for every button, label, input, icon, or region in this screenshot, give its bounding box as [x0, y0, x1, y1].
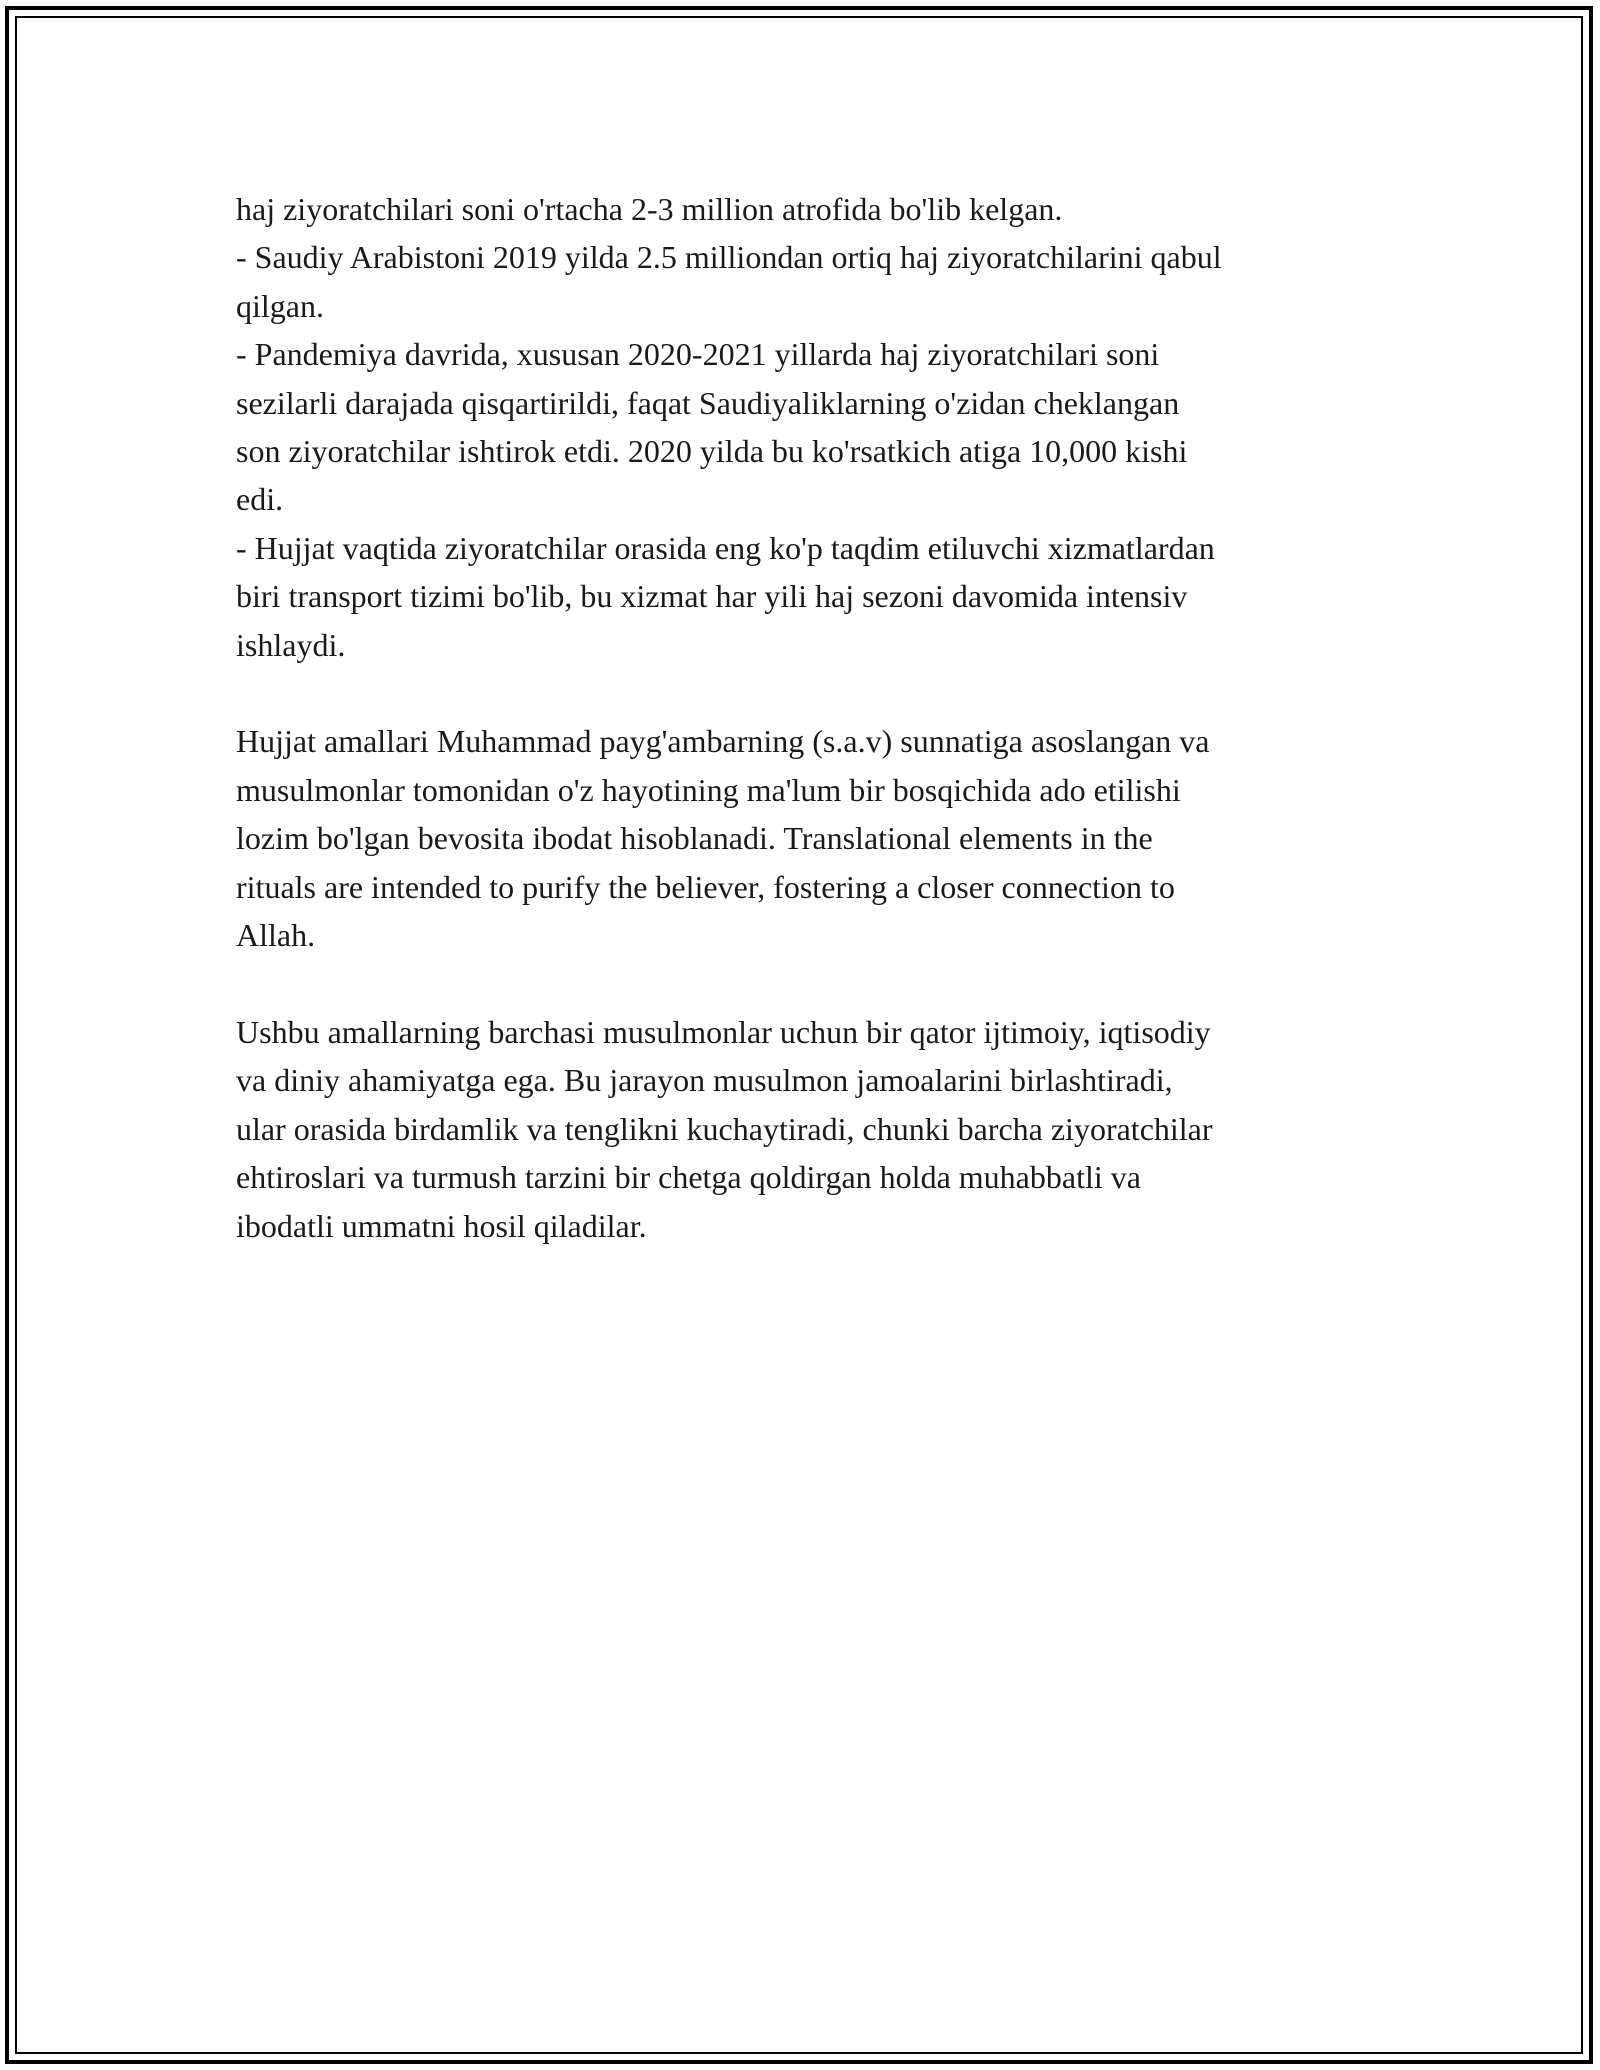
text-line: rituals are intended to purify the believer, fostering a closer connection to	[236, 868, 1175, 905]
text-line: biri transport tizimi bo'lib, bu xizmat har yili haj sezoni davomida intensiv	[236, 578, 1188, 615]
text-line: qilgan.	[236, 287, 324, 324]
text-line: edi.	[236, 481, 284, 518]
text-line: - Pandemiya davrida, xususan 2020-2021 yillarda haj ziyoratchilari soni	[236, 336, 1160, 373]
text-line: - Saudiy Arabistoni 2019 yilda 2.5 milliondan ortiq haj ziyoratchilarini qabul	[236, 239, 1222, 276]
document-body	[236, 185, 1386, 1250]
paragraph-statistics	[236, 185, 1386, 669]
text-line: ehtiroslari va turmush tarzini bir chetga qoldirgan holda muhabbatli va	[236, 1159, 1141, 1196]
text-line: - Hujjat vaqtida ziyoratchilar orasida eng ko'p taqdim etiluvchi xizmatlardan	[236, 529, 1215, 566]
text-line: Hujjat amallari Muhammad payg'ambarning (s.a.v) sunnatiga asoslangan va	[236, 723, 1210, 760]
paragraph-significance	[236, 1008, 1386, 1250]
text-line: son ziyoratchilar ishtirok etdi. 2020 yilda bu ko'rsatkich atiga 10,000 kishi	[236, 433, 1188, 470]
paragraph-rituals	[236, 717, 1386, 959]
text-line: sezilarli darajada qisqartirildi, faqat Saudiyaliklarning o'zidan cheklangan	[236, 384, 1180, 421]
text-line: Allah.	[236, 917, 316, 954]
text-line: ishlaydi.	[236, 626, 346, 663]
text-line: musulmonlar tomonidan o'z hayotining ma'lum bir bosqichida ado etilishi	[236, 771, 1181, 808]
text-line: Ushbu amallarning barchasi musulmonlar uchun bir qator ijtimoiy, iqtisodiy	[236, 1013, 1211, 1050]
text-line: lozim bo'lgan bevosita ibodat hisoblanadi. Translational elements in the	[236, 820, 1153, 857]
text-line: va diniy ahamiyatga ega. Bu jarayon musulmon jamoalarini birlashtiradi,	[236, 1062, 1173, 1099]
text-line: haj ziyoratchilari soni o'rtacha 2-3 million atrofida bo'lib kelgan.	[236, 191, 1063, 227]
text-line: ibodatli ummatni hosil qiladilar.	[236, 1207, 647, 1244]
text-line: ular orasida birdamlik va tenglikni kuchaytiradi, chunki barcha ziyoratchilar	[236, 1110, 1213, 1147]
